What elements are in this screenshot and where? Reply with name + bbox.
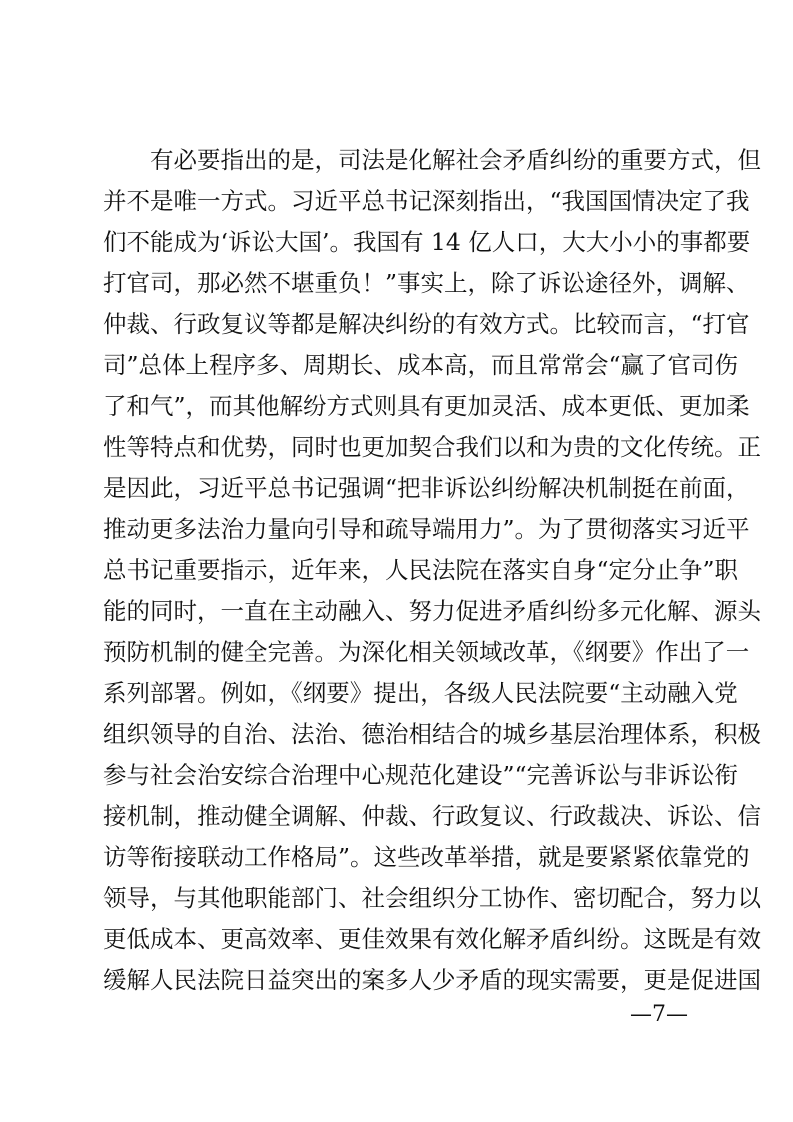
paragraph-line: 是因此，习近平总书记强调“把非诉讼纠纷解决机制挺在前面， xyxy=(103,474,750,502)
paragraph-line: 接机制，推动健全调解、仲裁、行政复议、行政裁决、诉讼、信 xyxy=(103,802,761,830)
paragraph-line: 有必要指出的是，司法是化解社会矛盾纠纷的重要方式，但 xyxy=(150,146,761,174)
paragraph-line: 性等特点和优势，同时也更加契合我们以和为贵的文化传统。正 xyxy=(103,433,761,461)
paragraph-line: 们不能成为‘诉讼大国’。我国有 14 亿人口，大大小小的事都要 xyxy=(103,228,751,256)
paragraph-line: 缓解人民法院日益突出的案多人少矛盾的现实需要，更是促进国 xyxy=(103,966,761,994)
paragraph-line: 司”总体上程序多、周期长、成本高，而且常常会“赢了官司伤 xyxy=(103,351,739,379)
paragraph-line: 系列部署。例如，《纲要》提出，各级人民法院要“主动融入党 xyxy=(103,679,738,707)
paragraph-line: 参与社会治安综合治理中心规范化建设”“完善诉讼与非诉讼衔 xyxy=(103,761,739,789)
paragraph-line: 更低成本、更高效率、更佳效果有效化解矛盾纠纷。这既是有效 xyxy=(103,925,761,953)
paragraph-line: 了和气”，而其他解纷方式则具有更加灵活、成本更低、更加柔 xyxy=(103,392,750,420)
paragraph-line: 能的同时，一直在主动融入、努力促进矛盾纠纷多元化解、源头 xyxy=(103,597,761,625)
paragraph-line: 预防机制的健全完善。为深化相关领域改革，《纲要》作出了一 xyxy=(103,638,750,666)
paragraph-line: 领导，与其他职能部门、社会组织分工协作、密切配合，努力以 xyxy=(103,884,761,912)
paragraph-line: 仲裁、行政复议等都是解决纠纷的有效方式。比较而言，“打官 xyxy=(103,310,750,338)
paragraph-line: 推动更多法治力量向引导和疏导端用力”。为了贯彻落实习近平 xyxy=(103,515,750,543)
paragraph-line: 组织领导的自治、法治、德治相结合的城乡基层治理体系，积极 xyxy=(103,720,761,748)
paragraph-line: 访等衔接联动工作格局”。这些改革举措，就是要紧紧依靠党的 xyxy=(103,843,750,871)
paragraph-line: 总书记重要指示，近年来，人民法院在落实自身“定分止争”职 xyxy=(103,556,739,584)
paragraph-line: 打官司，那必然不堪重负！”事实上，除了诉讼途径外，调解、 xyxy=(103,269,750,297)
paragraph-line: 并不是唯一方式。习近平总书记深刻指出，“我国国情决定了我 xyxy=(103,187,750,215)
page-number: —7— xyxy=(630,1002,688,1027)
